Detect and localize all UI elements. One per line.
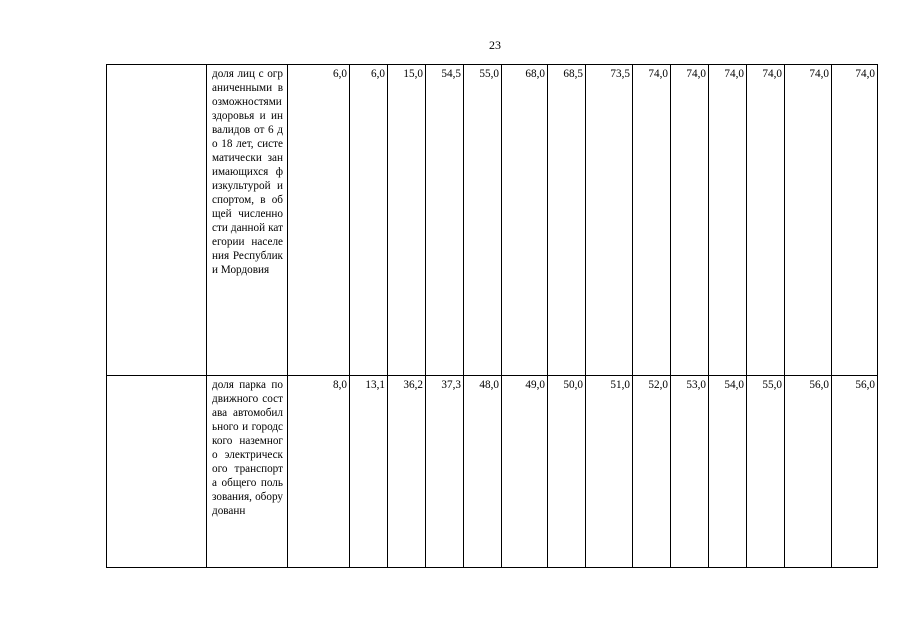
value-cell: 49,0 bbox=[502, 376, 548, 568]
indicators-table bbox=[106, 64, 878, 568]
value-cell: 52,0 bbox=[633, 376, 671, 568]
value-cell: 68,0 bbox=[502, 65, 548, 376]
value-cell: 68,5 bbox=[548, 65, 586, 376]
value-cell: 6,0 bbox=[288, 65, 350, 376]
value-cell: 54,0 bbox=[709, 376, 747, 568]
table-row bbox=[107, 376, 878, 568]
value-cell: 54,5 bbox=[426, 65, 464, 376]
value-cell: 73,5 bbox=[586, 65, 633, 376]
value-cell: 74,0 bbox=[785, 65, 832, 376]
value-cell: 48,0 bbox=[464, 376, 502, 568]
value-cell: 50,0 bbox=[548, 376, 586, 568]
value-cell: 6,0 bbox=[350, 65, 388, 376]
value-cell: 36,2 bbox=[388, 376, 426, 568]
value-cell: 51,0 bbox=[586, 376, 633, 568]
value-cell: 74,0 bbox=[633, 65, 671, 376]
value-cell: 13,1 bbox=[350, 376, 388, 568]
value-cell: 74,0 bbox=[709, 65, 747, 376]
value-cell: 55,0 bbox=[464, 65, 502, 376]
page-number: 23 bbox=[489, 38, 501, 52]
value-cell: 15,0 bbox=[388, 65, 426, 376]
value-cell: 55,0 bbox=[747, 376, 785, 568]
value-cell: 74,0 bbox=[832, 65, 878, 376]
empty-cell bbox=[107, 376, 207, 568]
value-cell: 8,0 bbox=[288, 376, 350, 568]
value-cell: 56,0 bbox=[832, 376, 878, 568]
table-row bbox=[107, 65, 878, 376]
value-cell: 37,3 bbox=[426, 376, 464, 568]
value-cell: 74,0 bbox=[671, 65, 709, 376]
value-cell: 53,0 bbox=[671, 376, 709, 568]
empty-cell bbox=[107, 65, 207, 376]
indicator-cell: доля парка подвижного состава автомобильного и городского наземного электрического транспорта общего пользования, оборудованн bbox=[207, 376, 288, 568]
value-cell: 56,0 bbox=[785, 376, 832, 568]
indicator-cell: доля лиц с ограниченными возможностями здоровья и инвалидов от 6 до 18 лет, систематически занимающихся физкультурой и спортом, в общей численности данной категории населения Республики Мордовия bbox=[207, 65, 288, 376]
value-cell: 74,0 bbox=[747, 65, 785, 376]
